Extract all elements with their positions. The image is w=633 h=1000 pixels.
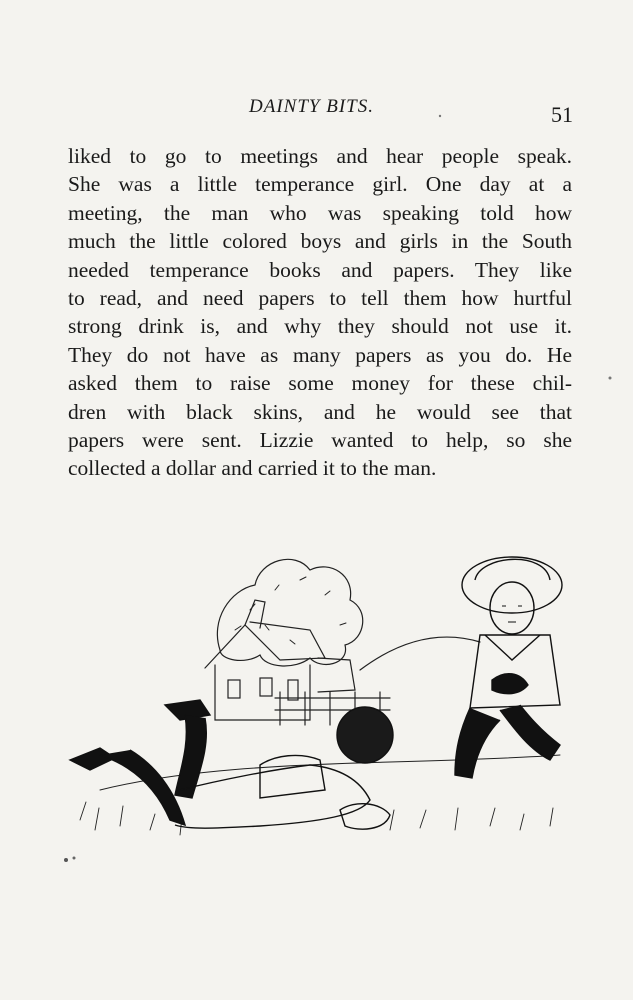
text-line: collected a dollar and carried it to the man. bbox=[68, 456, 437, 481]
tree-canopy bbox=[217, 559, 362, 666]
text-line: papers were sent. Lizzie wanted to help, so she bbox=[68, 428, 572, 453]
text-line: She was a little temperance girl. One day at a bbox=[68, 172, 572, 197]
text-line: They do not have as many papers as you do. He bbox=[68, 342, 572, 367]
text-line: meeting, the man who was speaking told how bbox=[68, 200, 572, 225]
running-title: DAINTY BITS. bbox=[249, 96, 374, 117]
page-number: 51 bbox=[551, 102, 573, 127]
reclining-child bbox=[70, 700, 393, 829]
text-line: dren with black skins, and he would see that bbox=[68, 399, 572, 424]
text-line: strong drink is, and why they should not use it. bbox=[68, 314, 572, 339]
text-line: asked them to raise some money for these chil- bbox=[68, 371, 572, 396]
body-paragraph bbox=[68, 142, 572, 483]
text-line: liked to go to meetings and hear people speak. bbox=[68, 144, 572, 168]
seated-child bbox=[455, 557, 562, 778]
text-line: needed temperance books and papers. They like bbox=[68, 257, 572, 282]
text-line: much the little colored boys and girls in the South bbox=[68, 229, 572, 254]
engraving-illustration bbox=[60, 530, 580, 890]
text-line: to read, and need papers to tell them how hurtful bbox=[68, 286, 572, 311]
running-head bbox=[0, 96, 633, 126]
